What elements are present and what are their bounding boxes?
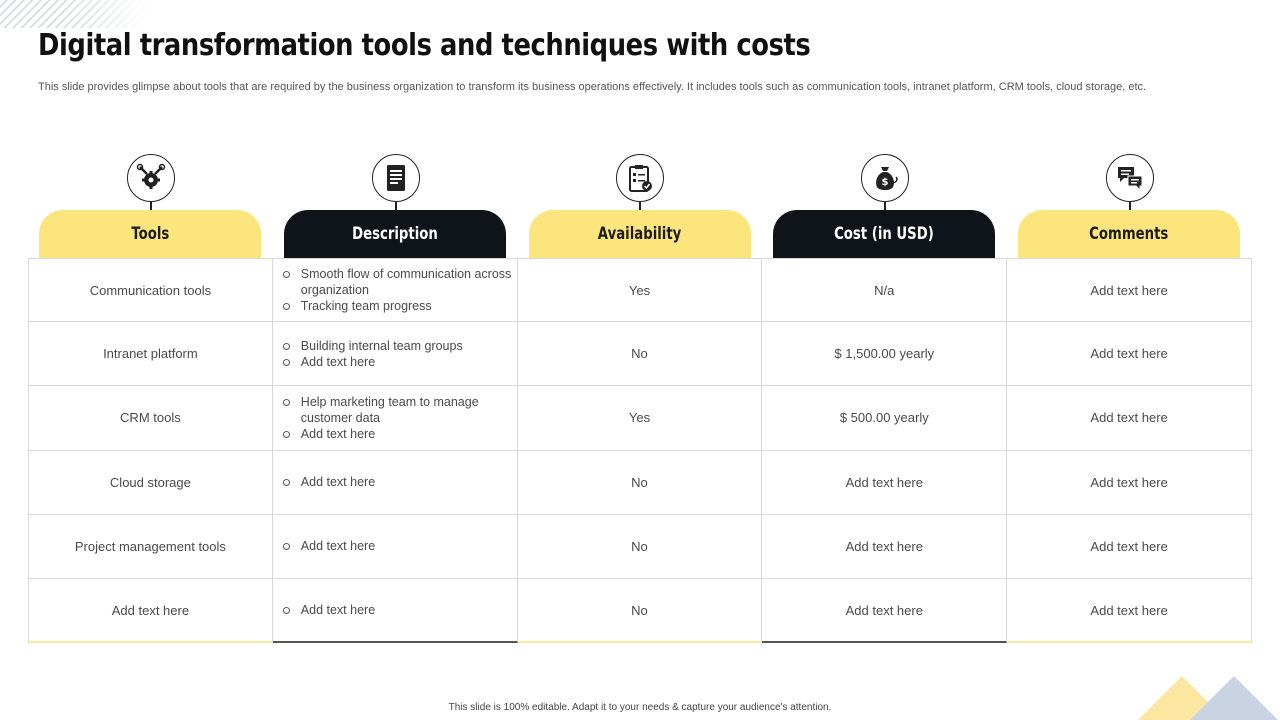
table-row	[28, 579, 1252, 643]
tools-table	[28, 258, 1252, 643]
description-cell	[273, 579, 518, 643]
tool-cell: Intranet platform	[28, 322, 273, 386]
availability-cell: No	[518, 515, 763, 579]
page-title: Digital transformation tools and techniques with costs	[38, 28, 811, 63]
description-bullet: Building internal team groups	[283, 338, 463, 354]
column-header-tools: Tools	[39, 210, 261, 258]
description-bullet: Add text here	[283, 474, 375, 490]
column-icon-availability	[616, 154, 664, 210]
chat-bubbles-icon	[1115, 164, 1145, 192]
cost-cell: N/a	[762, 258, 1007, 322]
tool-cell: Add text here	[28, 579, 273, 643]
availability-cell: No	[518, 579, 763, 643]
tool-cell: Project management tools	[28, 515, 273, 579]
document-icon	[383, 163, 409, 193]
description-bullet: Add text here	[283, 426, 517, 442]
availability-cell: No	[518, 322, 763, 386]
description-cell	[273, 515, 518, 579]
svg-text:$: $	[881, 177, 889, 188]
table-row	[28, 258, 1252, 322]
tool-cell: Cloud storage	[28, 451, 273, 515]
column-header-availability: Availability	[529, 210, 751, 258]
description-cell	[273, 451, 518, 515]
cost-cell: Add text here	[762, 515, 1007, 579]
table-row	[28, 322, 1252, 386]
description-bullet: Add text here	[283, 602, 375, 618]
comments-cell: Add text here	[1007, 451, 1252, 515]
footer-note: This slide is 100% editable. Adapt it to your needs & capture your audience's attention.	[448, 702, 832, 713]
comments-cell: Add text here	[1007, 322, 1252, 386]
table-row	[28, 451, 1252, 515]
table-row	[28, 386, 1252, 450]
column-icon-description	[372, 154, 420, 210]
availability-cell: Yes	[518, 258, 763, 322]
description-bullet: Smooth flow of communication across organization	[283, 266, 517, 298]
description-cell	[273, 322, 518, 386]
column-header-description: Description	[284, 210, 506, 258]
cost-cell: $ 1,500.00 yearly	[762, 322, 1007, 386]
page-subtitle: This slide provides glimpse about tools that are required by the business organization to transform its business operations effectively. It includes tools such as communication tools, intranet platform, CRM tools, cloud storage, etc.	[38, 81, 1147, 93]
comments-cell: Add text here	[1007, 386, 1252, 450]
description-bullet: Tracking team progress	[283, 298, 517, 314]
comments-cell: Add text here	[1007, 258, 1252, 322]
availability-cell: Yes	[518, 386, 763, 450]
corner-triangles-decoration	[1138, 676, 1280, 720]
description-cell	[273, 386, 518, 450]
cost-cell: $ 500.00 yearly	[762, 386, 1007, 450]
cost-cell: Add text here	[762, 579, 1007, 643]
cost-cell: Add text here	[762, 451, 1007, 515]
money-bag-icon	[870, 163, 900, 193]
column-icon-tools	[127, 154, 175, 210]
description-bullet: Add text here	[283, 538, 375, 554]
tool-cell: Communication tools	[28, 258, 273, 322]
column-header-cost: Cost (in USD)	[773, 210, 995, 258]
description-bullet: Help marketing team to manage customer data	[283, 394, 517, 426]
comments-cell: Add text here	[1007, 515, 1252, 579]
column-icon-cost	[861, 154, 909, 210]
availability-cell: No	[518, 451, 763, 515]
comments-cell: Add text here	[1007, 579, 1252, 643]
column-header-comments: Comments	[1018, 210, 1240, 258]
corner-stripes-decoration	[0, 0, 150, 28]
column-icon-comments	[1106, 154, 1154, 210]
gear-wrench-icon	[136, 163, 166, 193]
tool-cell: CRM tools	[28, 386, 273, 450]
checklist-clipboard-icon	[626, 163, 654, 193]
table-row	[28, 515, 1252, 579]
description-cell	[273, 258, 518, 322]
description-bullet: Add text here	[283, 354, 463, 370]
